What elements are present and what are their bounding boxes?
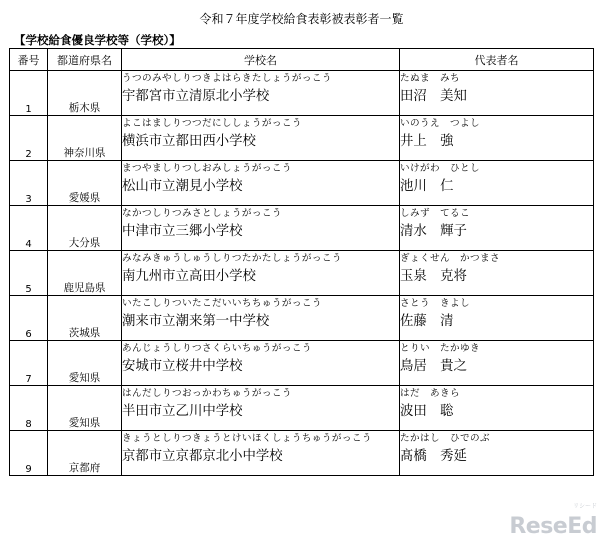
row-prefecture: 茨城県 <box>48 296 122 341</box>
row-number: 3 <box>10 161 48 206</box>
row-representative-cell <box>400 341 594 386</box>
row-number: 4 <box>10 206 48 251</box>
header-prefecture: 都道府県名 <box>48 49 122 71</box>
school-name: 半田市立乙川中学校 <box>122 404 243 419</box>
representative-name: 玉泉 克将 <box>400 269 467 284</box>
school-name: 宇都宮市立清原北小学校 <box>122 89 270 104</box>
school-name-kana: なかつしりつみさとしょうがっこう <box>122 208 282 219</box>
row-school-cell <box>122 206 400 251</box>
row-prefecture: 愛媛県 <box>48 161 122 206</box>
row-school-cell <box>122 296 400 341</box>
row-prefecture: 愛知県 <box>48 386 122 431</box>
representative-name: 井上 強 <box>400 134 454 149</box>
watermark-tagline: リシード <box>572 503 597 510</box>
representative-name: 波田 聡 <box>400 404 454 419</box>
row-representative-cell <box>400 206 594 251</box>
row-number: 6 <box>10 296 48 341</box>
header-representative: 代表者名 <box>400 49 594 71</box>
row-prefecture: 大分県 <box>48 206 122 251</box>
representative-name-kana: いのうえ つよし <box>400 118 480 129</box>
row-school-cell <box>122 116 400 161</box>
school-name-kana: うつのみやしりつきよはらきたしょうがっこう <box>122 73 332 84</box>
row-prefecture: 愛知県 <box>48 341 122 386</box>
row-school-cell <box>122 386 400 431</box>
school-name: 松山市立潮見小学校 <box>122 179 243 194</box>
school-name: 横浜市立都田西小学校 <box>122 134 256 149</box>
table-row <box>10 431 594 476</box>
representative-name: 池川 仁 <box>400 179 454 194</box>
table-body <box>10 71 594 476</box>
row-prefecture: 京都府 <box>48 431 122 476</box>
representative-name: 佐藤 清 <box>400 314 454 329</box>
row-number: 2 <box>10 116 48 161</box>
row-representative-cell <box>400 71 594 116</box>
table-row <box>10 71 594 116</box>
row-number: 1 <box>10 71 48 116</box>
school-name: 南九州市立高田小学校 <box>122 269 256 284</box>
representative-name-kana: ぎょくせん かつまさ <box>400 253 500 264</box>
representative-name-kana: さとう きよし <box>400 298 470 309</box>
header-school: 学校名 <box>122 49 400 71</box>
school-name: 中津市立三郷小学校 <box>122 224 243 239</box>
row-school-cell <box>122 341 400 386</box>
table-row <box>10 296 594 341</box>
row-prefecture: 栃木県 <box>48 71 122 116</box>
representative-name-kana: たかはし ひでのぶ <box>400 433 490 444</box>
school-name-kana: はんだしりつおっかわちゅうがっこう <box>122 388 292 399</box>
table-header-row <box>10 49 594 71</box>
representative-name: 田沼 美知 <box>400 89 467 104</box>
representative-name: 髙橋 秀延 <box>400 449 467 464</box>
school-name-kana: あんじょうしりつさくらいちゅうがっこう <box>122 343 312 354</box>
row-school-cell <box>122 161 400 206</box>
row-number: 5 <box>10 251 48 296</box>
row-representative-cell <box>400 386 594 431</box>
representative-name: 鳥居 貴之 <box>400 359 467 374</box>
row-prefecture: 鹿児島県 <box>48 251 122 296</box>
watermark-logo: ReseEd <box>509 514 597 539</box>
representative-name-kana: たぬま みち <box>400 73 460 84</box>
awardees-table <box>9 48 594 476</box>
row-representative-cell <box>400 296 594 341</box>
representative-name-kana: しみず てるこ <box>400 208 470 219</box>
row-school-cell <box>122 251 400 296</box>
table-row <box>10 251 594 296</box>
page-title: 令和７年度学校給食表彰被表彰者一覧 <box>199 12 404 26</box>
row-number: 9 <box>10 431 48 476</box>
row-number: 7 <box>10 341 48 386</box>
representative-name-kana: はだ あきら <box>400 388 460 399</box>
school-name-kana: きょうとしりつきょうとけいほくしょうちゅうがっこう <box>122 433 372 444</box>
row-school-cell <box>122 71 400 116</box>
school-name-kana: いたこしりついたこだいいちちゅうがっこう <box>122 298 322 309</box>
row-representative-cell <box>400 116 594 161</box>
row-representative-cell <box>400 251 594 296</box>
table-row <box>10 116 594 161</box>
school-name-kana: みなみきゅうしゅうしりつたかたしょうがっこう <box>122 253 342 264</box>
school-name: 京都市立京都京北小中学校 <box>122 449 283 464</box>
school-name-kana: よこはましりつつだにししょうがっこう <box>122 118 302 129</box>
table-row <box>10 161 594 206</box>
table-row <box>10 341 594 386</box>
row-representative-cell <box>400 161 594 206</box>
table-row <box>10 386 594 431</box>
row-representative-cell <box>400 431 594 476</box>
header-number: 番号 <box>10 49 48 71</box>
row-prefecture: 神奈川県 <box>48 116 122 161</box>
school-name-kana: まつやましりつしおみしょうがっこう <box>122 163 292 174</box>
representative-name: 清水 輝子 <box>400 224 467 239</box>
row-number: 8 <box>10 386 48 431</box>
school-name: 安城市立桜井中学校 <box>122 359 243 374</box>
representative-name-kana: いけがわ ひとし <box>400 163 480 174</box>
representative-name-kana: とりい たかゆき <box>400 343 480 354</box>
section-heading: 【学校給食優良学校等（学校）】 <box>14 33 181 47</box>
school-name: 潮来市立潮来第一中学校 <box>122 314 270 329</box>
table-row <box>10 206 594 251</box>
row-school-cell <box>122 431 400 476</box>
